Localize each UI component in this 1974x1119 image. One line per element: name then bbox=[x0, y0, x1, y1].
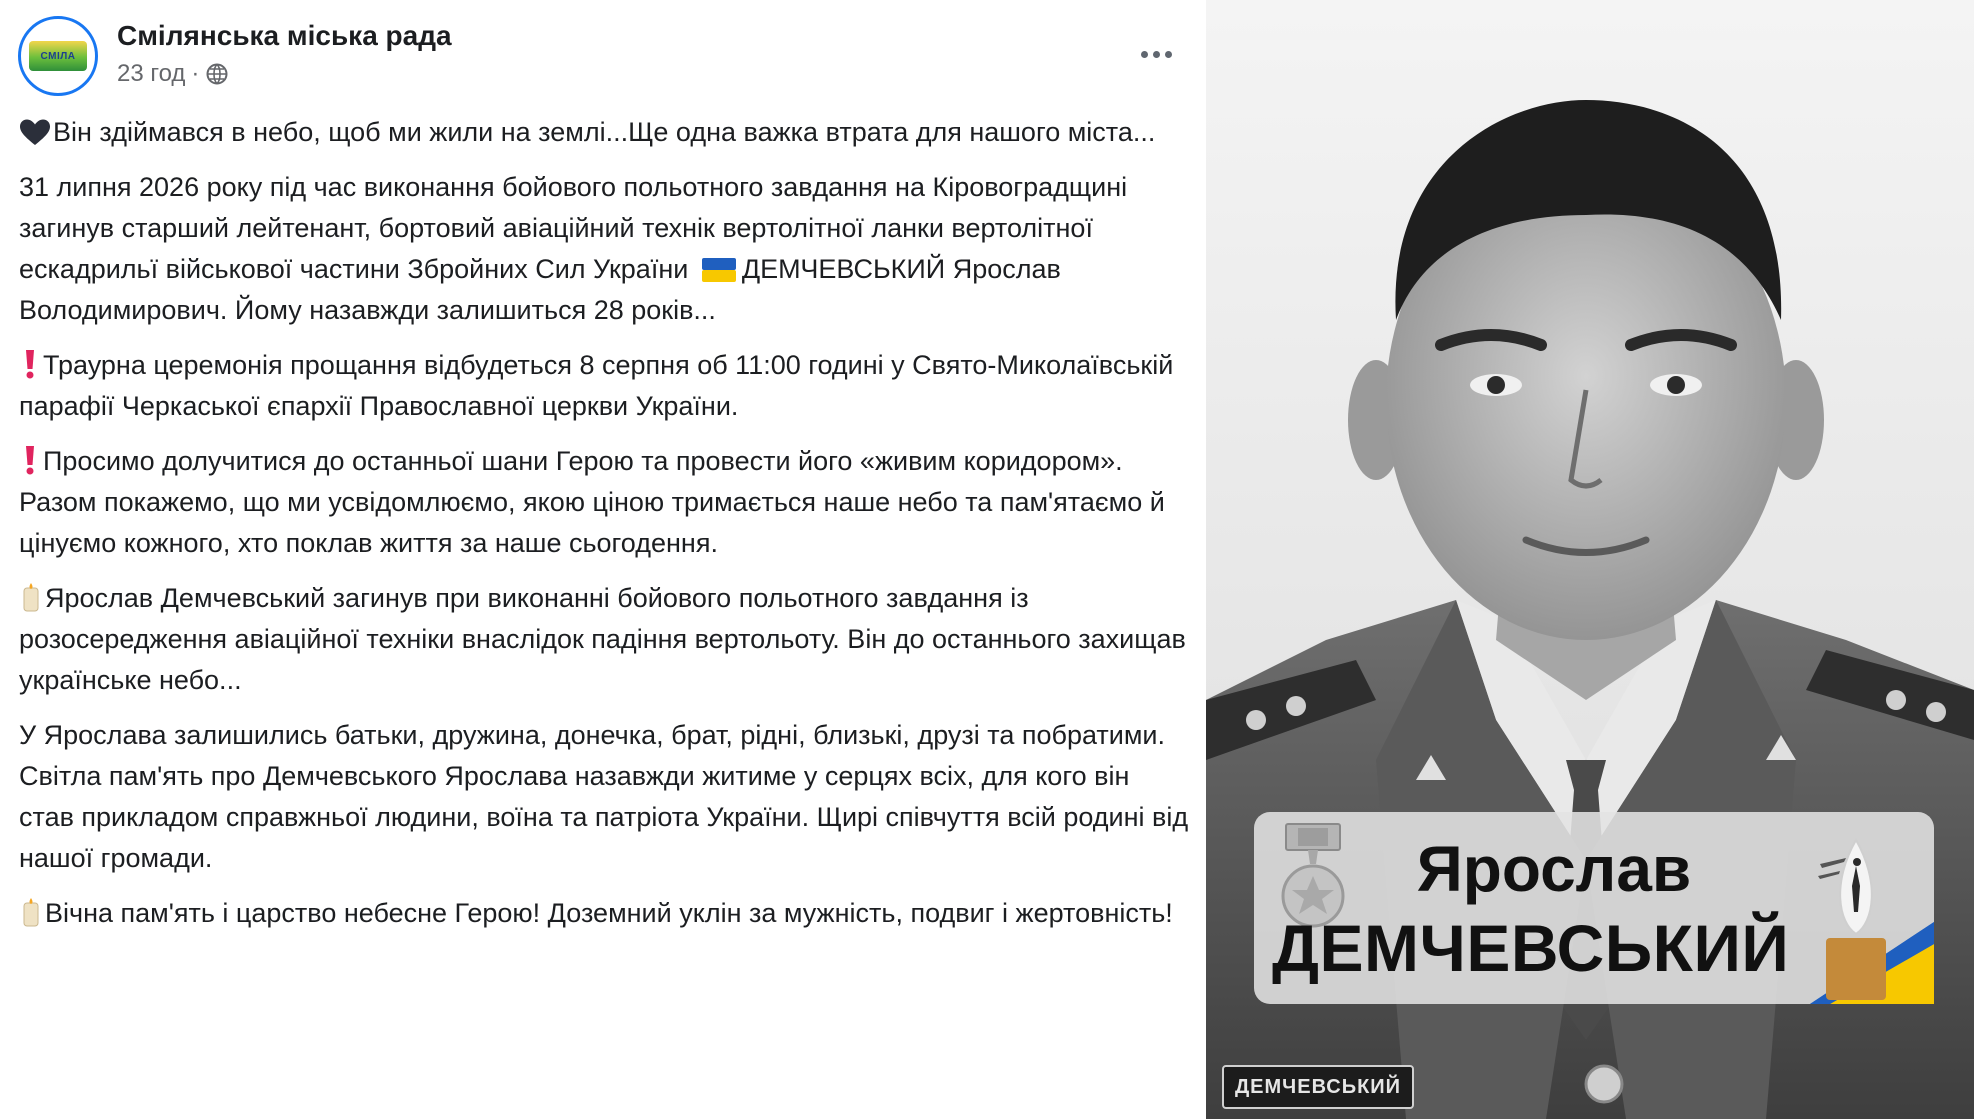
avatar-text: СМІЛА bbox=[40, 50, 76, 62]
post-paragraph bbox=[19, 893, 1191, 934]
candle-icon bbox=[19, 897, 43, 927]
red-exclamation-icon bbox=[19, 445, 41, 475]
candle-icon bbox=[19, 582, 43, 612]
name-tag: ДЕМЧЕВСЬКИЙ bbox=[1222, 1065, 1414, 1109]
paragraph-text: Ярослав Демчевський загинув при виконанні бойового польотного завдання із розосередження авіаційної техніки внаслідок падіння вертольоту. Він до останнього захищав українське небо... bbox=[19, 583, 1186, 695]
ukraine-flag-icon bbox=[702, 258, 736, 282]
post-header bbox=[18, 16, 1188, 100]
more-dots-icon bbox=[1141, 51, 1148, 58]
paragraph-text: У Ярослава залишились батьки, дружина, донечка, брат, рідні, близькі, друзі та побратими. Світла пам'ять про Демчевського Ярослава назавжди житиме у серцях всіх, для кого він став прикладом справжньої людини, воїна та патріота України. Щирі співчуття всій родині від нашої громади. bbox=[19, 720, 1189, 873]
globe-icon bbox=[205, 62, 229, 86]
post-paragraph bbox=[19, 715, 1191, 879]
page-name-link[interactable]: Смілянська міська рада bbox=[117, 20, 452, 51]
paragraph-text: 31 липня 2026 року під час виконання бойового польотного завдання на Кіровоградщині загинув старший лейтенант, бортовий авіаційний технік вертолітної ланки вертолітної ескадрильї військової частини Збройних Сил України bbox=[19, 172, 1128, 284]
page-avatar[interactable] bbox=[18, 16, 98, 96]
post-meta bbox=[117, 60, 229, 88]
first-name: Ярослав bbox=[1416, 833, 1692, 905]
paragraph-text: Траурна церемонія прощання відбудеться 8 серпня об 11:00 годині у Свято-Миколаївській парафії Черкаської єпархії Православної церкви України. bbox=[19, 350, 1174, 421]
more-dots-icon bbox=[1165, 51, 1172, 58]
post-paragraph bbox=[19, 345, 1191, 427]
memorial-candle-icon bbox=[1810, 826, 1934, 1004]
red-exclamation-icon bbox=[19, 349, 41, 379]
paragraph-text: Вічна пам'ять і царство небесне Герою! Доземний уклін за мужність, подвиг і жертовність! bbox=[45, 898, 1173, 928]
paragraph-text: Він здіймався в небо, щоб ми жили на землі...Ще одна важка втрата для нашого міста... bbox=[53, 117, 1156, 147]
post-paragraph bbox=[19, 167, 1191, 331]
post-paragraph bbox=[19, 578, 1191, 701]
last-name: ДЕМЧЕВСЬКИЙ bbox=[1272, 911, 1790, 985]
memorial-photo bbox=[1206, 0, 1974, 1119]
avatar-logo bbox=[29, 41, 87, 71]
more-options-button[interactable] bbox=[1128, 34, 1184, 74]
post-paragraph bbox=[19, 112, 1191, 153]
paragraph-text: ДЕМЧЕВСЬКИЙ Ярослав Володимирович. Йому назавжди залишиться 28 років... bbox=[19, 254, 1061, 325]
more-dots-icon bbox=[1153, 51, 1160, 58]
meta-separator: · bbox=[191, 60, 200, 87]
post-body bbox=[19, 112, 1191, 948]
post-timestamp[interactable]: 23 год bbox=[117, 60, 186, 87]
black-heart-icon bbox=[19, 118, 51, 146]
name-card bbox=[1254, 812, 1934, 1004]
paragraph-text: Просимо долучитися до останньої шани Герою та провести його «живим коридором». Разом покажемо, що ми усвідомлюємо, якою ціною тримається наше небо та пам'ятаємо й цінуємо кожного, хто поклав життя за наше сьогодення. bbox=[19, 446, 1165, 558]
post-paragraph bbox=[19, 441, 1191, 564]
